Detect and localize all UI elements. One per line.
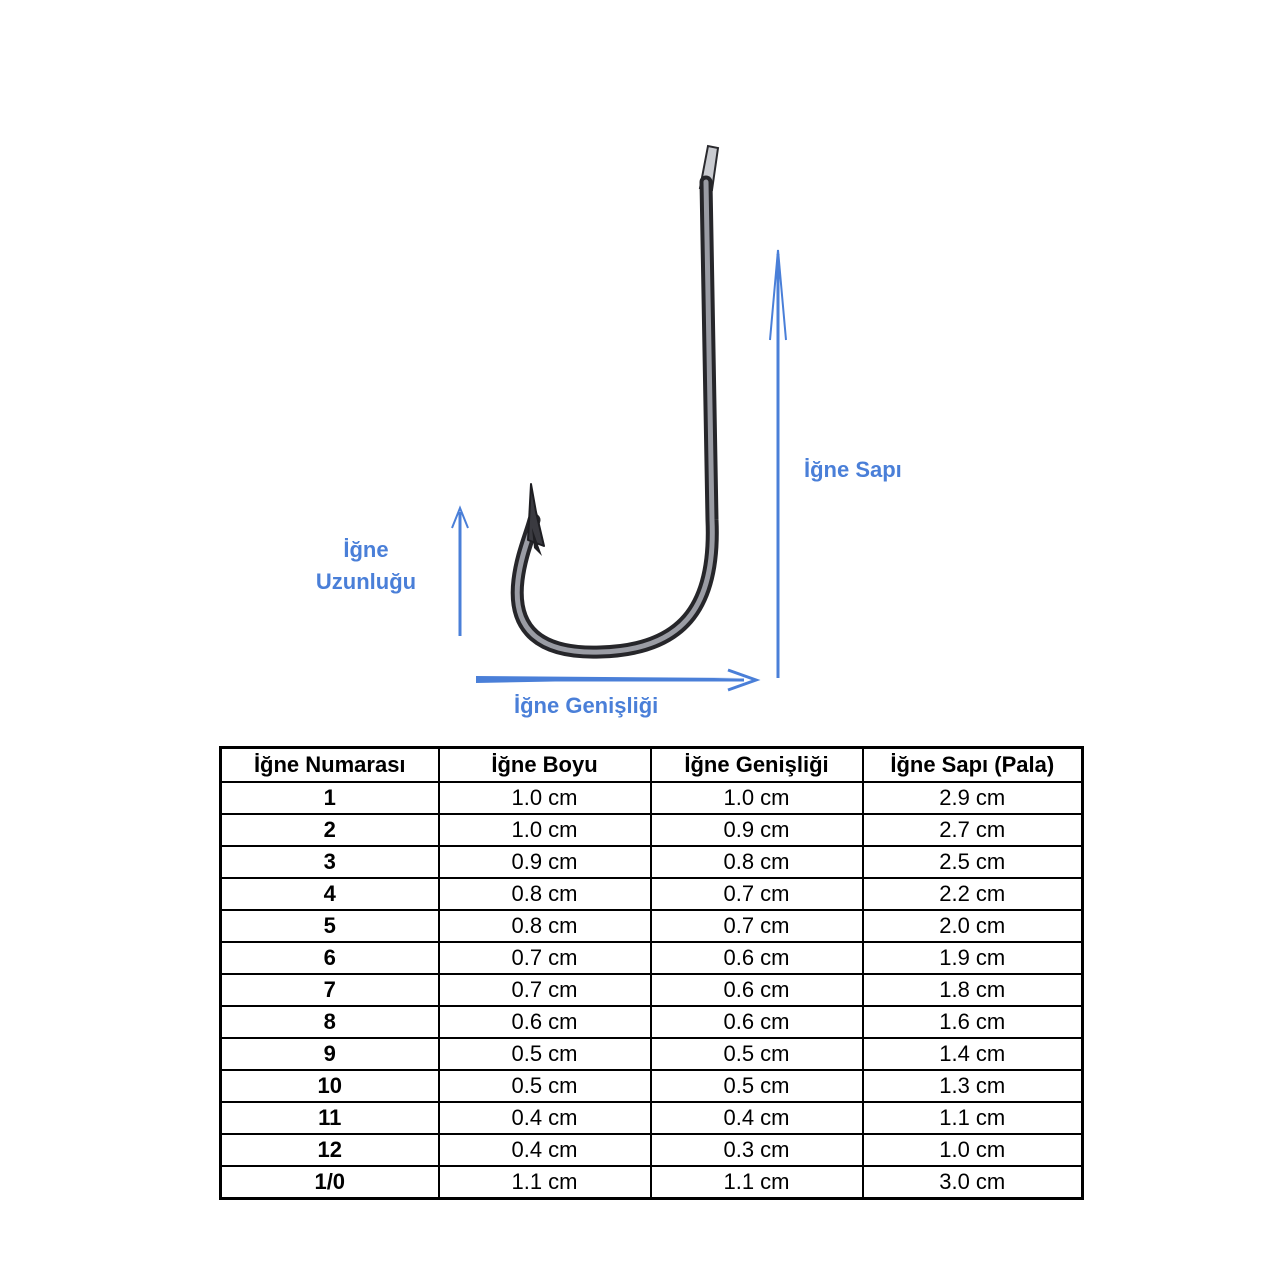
length-arrow <box>452 508 468 636</box>
cell-hook-number: 10 <box>221 1070 439 1102</box>
table-row <box>221 1134 1083 1166</box>
cell-hook-width: 0.8 cm <box>651 846 863 878</box>
cell-hook-number: 7 <box>221 974 439 1006</box>
hook-body-inner <box>517 182 712 652</box>
table-row <box>221 1166 1083 1199</box>
cell-hook-shank: 1.3 cm <box>863 1070 1083 1102</box>
cell-hook-length: 0.4 cm <box>439 1102 651 1134</box>
table-row <box>221 846 1083 878</box>
header-hook-number: İğne Numarası <box>221 748 439 783</box>
cell-hook-width: 0.3 cm <box>651 1134 863 1166</box>
cell-hook-shank: 2.9 cm <box>863 782 1083 814</box>
width-arrow <box>476 670 756 690</box>
header-hook-length: İğne Boyu <box>439 748 651 783</box>
table-row <box>221 1070 1083 1102</box>
cell-hook-width: 0.5 cm <box>651 1038 863 1070</box>
shank-label: İğne Sapı <box>804 457 902 482</box>
cell-hook-length: 1.0 cm <box>439 814 651 846</box>
cell-hook-width: 1.0 cm <box>651 782 863 814</box>
cell-hook-number: 1/0 <box>221 1166 439 1199</box>
table-header-row <box>221 748 1083 783</box>
header-hook-width: İğne Genişliği <box>651 748 863 783</box>
cell-hook-length: 0.5 cm <box>439 1038 651 1070</box>
length-label-line1: İğne <box>343 537 389 562</box>
cell-hook-length: 0.5 cm <box>439 1070 651 1102</box>
cell-hook-number: 9 <box>221 1038 439 1070</box>
cell-hook-length: 0.6 cm <box>439 1006 651 1038</box>
cell-hook-shank: 2.2 cm <box>863 878 1083 910</box>
width-label: İğne Genişliği <box>514 693 659 718</box>
cell-hook-shank: 1.8 cm <box>863 974 1083 1006</box>
cell-hook-length: 0.7 cm <box>439 974 651 1006</box>
cell-hook-number: 2 <box>221 814 439 846</box>
length-label-line2: Uzunluğu <box>315 569 417 594</box>
cell-hook-number: 3 <box>221 846 439 878</box>
cell-hook-shank: 1.9 cm <box>863 942 1083 974</box>
table-row <box>221 814 1083 846</box>
cell-hook-shank: 1.0 cm <box>863 1134 1083 1166</box>
hook-body-outer <box>517 182 712 652</box>
cell-hook-width: 0.7 cm <box>651 910 863 942</box>
table-row <box>221 878 1083 910</box>
table-row <box>221 910 1083 942</box>
cell-hook-number: 1 <box>221 782 439 814</box>
table-row <box>221 782 1083 814</box>
header-hook-shank: İğne Sapı (Pala) <box>863 748 1083 783</box>
cell-hook-length: 0.8 cm <box>439 878 651 910</box>
cell-hook-width: 0.6 cm <box>651 1006 863 1038</box>
cell-hook-number: 5 <box>221 910 439 942</box>
cell-hook-shank: 2.0 cm <box>863 910 1083 942</box>
fishing-hook-illustration <box>517 146 718 652</box>
table-row <box>221 1038 1083 1070</box>
cell-hook-length: 1.1 cm <box>439 1166 651 1199</box>
cell-hook-shank: 2.7 cm <box>863 814 1083 846</box>
shank-arrow <box>770 250 786 678</box>
cell-hook-length: 0.4 cm <box>439 1134 651 1166</box>
hook-size-table <box>219 746 1084 1200</box>
cell-hook-length: 0.7 cm <box>439 942 651 974</box>
cell-hook-length: 1.0 cm <box>439 782 651 814</box>
cell-hook-width: 0.9 cm <box>651 814 863 846</box>
cell-hook-number: 8 <box>221 1006 439 1038</box>
cell-hook-width: 0.6 cm <box>651 974 863 1006</box>
table-row <box>221 974 1083 1006</box>
cell-hook-width: 1.1 cm <box>651 1166 863 1199</box>
cell-hook-number: 6 <box>221 942 439 974</box>
table-row <box>221 1102 1083 1134</box>
cell-hook-shank: 1.1 cm <box>863 1102 1083 1134</box>
cell-hook-shank: 1.4 cm <box>863 1038 1083 1070</box>
cell-hook-shank: 1.6 cm <box>863 1006 1083 1038</box>
cell-hook-length: 0.9 cm <box>439 846 651 878</box>
cell-hook-number: 11 <box>221 1102 439 1134</box>
table-row <box>221 942 1083 974</box>
table-body <box>221 782 1083 1199</box>
cell-hook-shank: 2.5 cm <box>863 846 1083 878</box>
length-label <box>290 534 442 598</box>
cell-hook-width: 0.5 cm <box>651 1070 863 1102</box>
cell-hook-width: 0.6 cm <box>651 942 863 974</box>
cell-hook-number: 4 <box>221 878 439 910</box>
cell-hook-length: 0.8 cm <box>439 910 651 942</box>
cell-hook-width: 0.4 cm <box>651 1102 863 1134</box>
cell-hook-width: 0.7 cm <box>651 878 863 910</box>
table-header <box>221 748 1083 783</box>
hook-point <box>528 484 544 546</box>
table-row <box>221 1006 1083 1038</box>
cell-hook-number: 12 <box>221 1134 439 1166</box>
cell-hook-shank: 3.0 cm <box>863 1166 1083 1199</box>
